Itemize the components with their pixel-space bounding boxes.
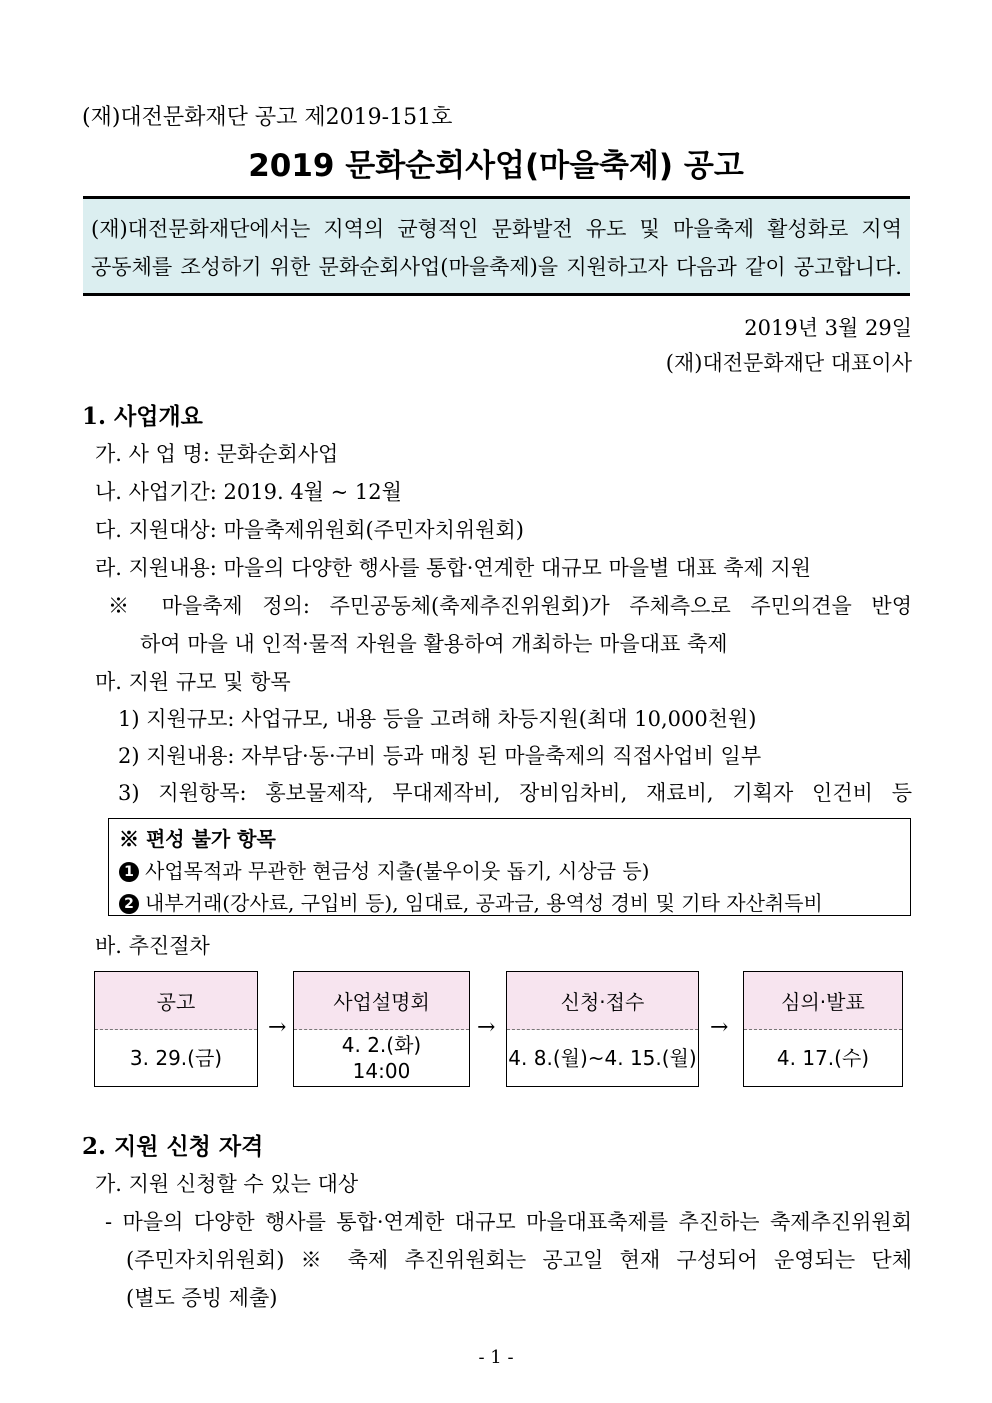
flow-step-application [506,971,699,1087]
section-1-heading: 1. 사업개요 [82,403,203,430]
exclusion-box [108,818,911,916]
intro-line-1: (재)대전문화재단에서는 지역의 균형적인 문화발전 유도 및 마을축제 활성화로 지역 [91,217,902,241]
support-scale-heading: 마. 지원 규모 및 항목 [95,670,291,694]
flow-arrow-icon: → [710,1015,729,1040]
flow-step-review [743,971,903,1087]
overview-item: 가. 사 업 명: 문화순회사업 [95,442,339,466]
exclusion-item-text: 내부거래(강사료, 구입비 등), 임대료, 공과금, 용역성 경비 및 기타 자산취득비 [145,891,823,915]
overview-item: 나. 사업기간: 2019. 4월 ~ 12월 [95,480,402,504]
intro-line-2: 공동체를 조성하기 위한 문화순회사업(마을축제)을 지원하고자 다음과 같이 공고합니다. [91,255,902,279]
flow-step-title: 사업설명회 [294,972,469,1030]
festival-definition-line-1: ※ 마을축제 정의: 주민공동체(축제추진위원회)가 주체측으로 주민의견을 반영 [108,594,912,618]
number-2-icon: 2 [119,894,139,914]
flow-step-briefing [293,971,470,1087]
section-2-heading: 2. 지원 신청 자격 [82,1133,264,1160]
flow-step-date: 3. 29.(금) [129,1046,223,1070]
flow-step-date: 4. 8.(월)~4. 15.(월) [508,1046,697,1070]
flow-step-announcement [94,971,258,1087]
exclusion-heading: ※ 편성 불가 항목 [119,827,276,851]
eligibility-heading: 가. 지원 신청할 수 있는 대상 [95,1172,359,1196]
exclusion-item-1 [119,855,902,884]
notice-date: 2019년 3월 29일 [744,316,912,340]
exclusion-item-2 [119,887,902,916]
eligibility-line-1: - 마을의 다양한 행사를 통합·연계한 대규모 마을대표축제를 추진하는 축제추진위원회 [105,1210,912,1234]
procedure-heading: 바. 추진절차 [95,934,210,958]
overview-item: 다. 지원대상: 마을축제위원회(주민자치위원회) [95,518,524,542]
overview-item: 라. 지원내용: 마을의 다양한 행사를 통합·연계한 대규모 마을별 대표 축제 지원 [95,556,812,580]
flow-step-title: 심의·발표 [744,972,902,1030]
support-sub-item: 3) 지원항목: 홍보물제작, 무대제작비, 장비임차비, 재료비, 기획자 인건비 등 [118,781,912,805]
festival-definition-line-2: 하여 마을 내 인적·물적 자원을 활용하여 개최하는 마을대표 축제 [140,632,728,656]
flow-arrow-icon: → [477,1015,496,1040]
support-sub-item: 1) 지원규모: 사업규모, 내용 등을 고려해 차등지원(최대 10,000천원) [118,707,757,731]
flow-step-date: 4. 17.(수) [776,1046,870,1070]
issuer: (재)대전문화재단 대표이사 [665,351,912,375]
eligibility-line-3: (별도 증빙 제출) [126,1286,278,1310]
flow-step-date: 4. 2.(화) 14:00 [341,1033,422,1083]
page-title: 2019 문화순회사업(마을축제) 공고 [248,148,744,184]
intro-box [83,196,910,296]
flow-arrow-icon: → [268,1015,287,1040]
number-1-icon: 1 [119,862,139,882]
page-number: - 1 - [478,1347,514,1368]
flow-step-title: 공고 [95,972,257,1030]
exclusion-item-text: 사업목적과 무관한 현금성 지출(불우이웃 돕기, 시상금 등) [145,859,650,883]
flow-step-title: 신청·접수 [507,972,698,1030]
notice-number: (재)대전문화재단 공고 제2019-151호 [82,105,453,130]
eligibility-line-2: (주민자치위원회) ※ 축제 추진위원회는 공고일 현재 구성되어 운영되는 단체 [126,1248,912,1272]
support-sub-item: 2) 지원내용: 자부담·동·구비 등과 매칭 된 마을축제의 직접사업비 일부 [118,744,762,768]
